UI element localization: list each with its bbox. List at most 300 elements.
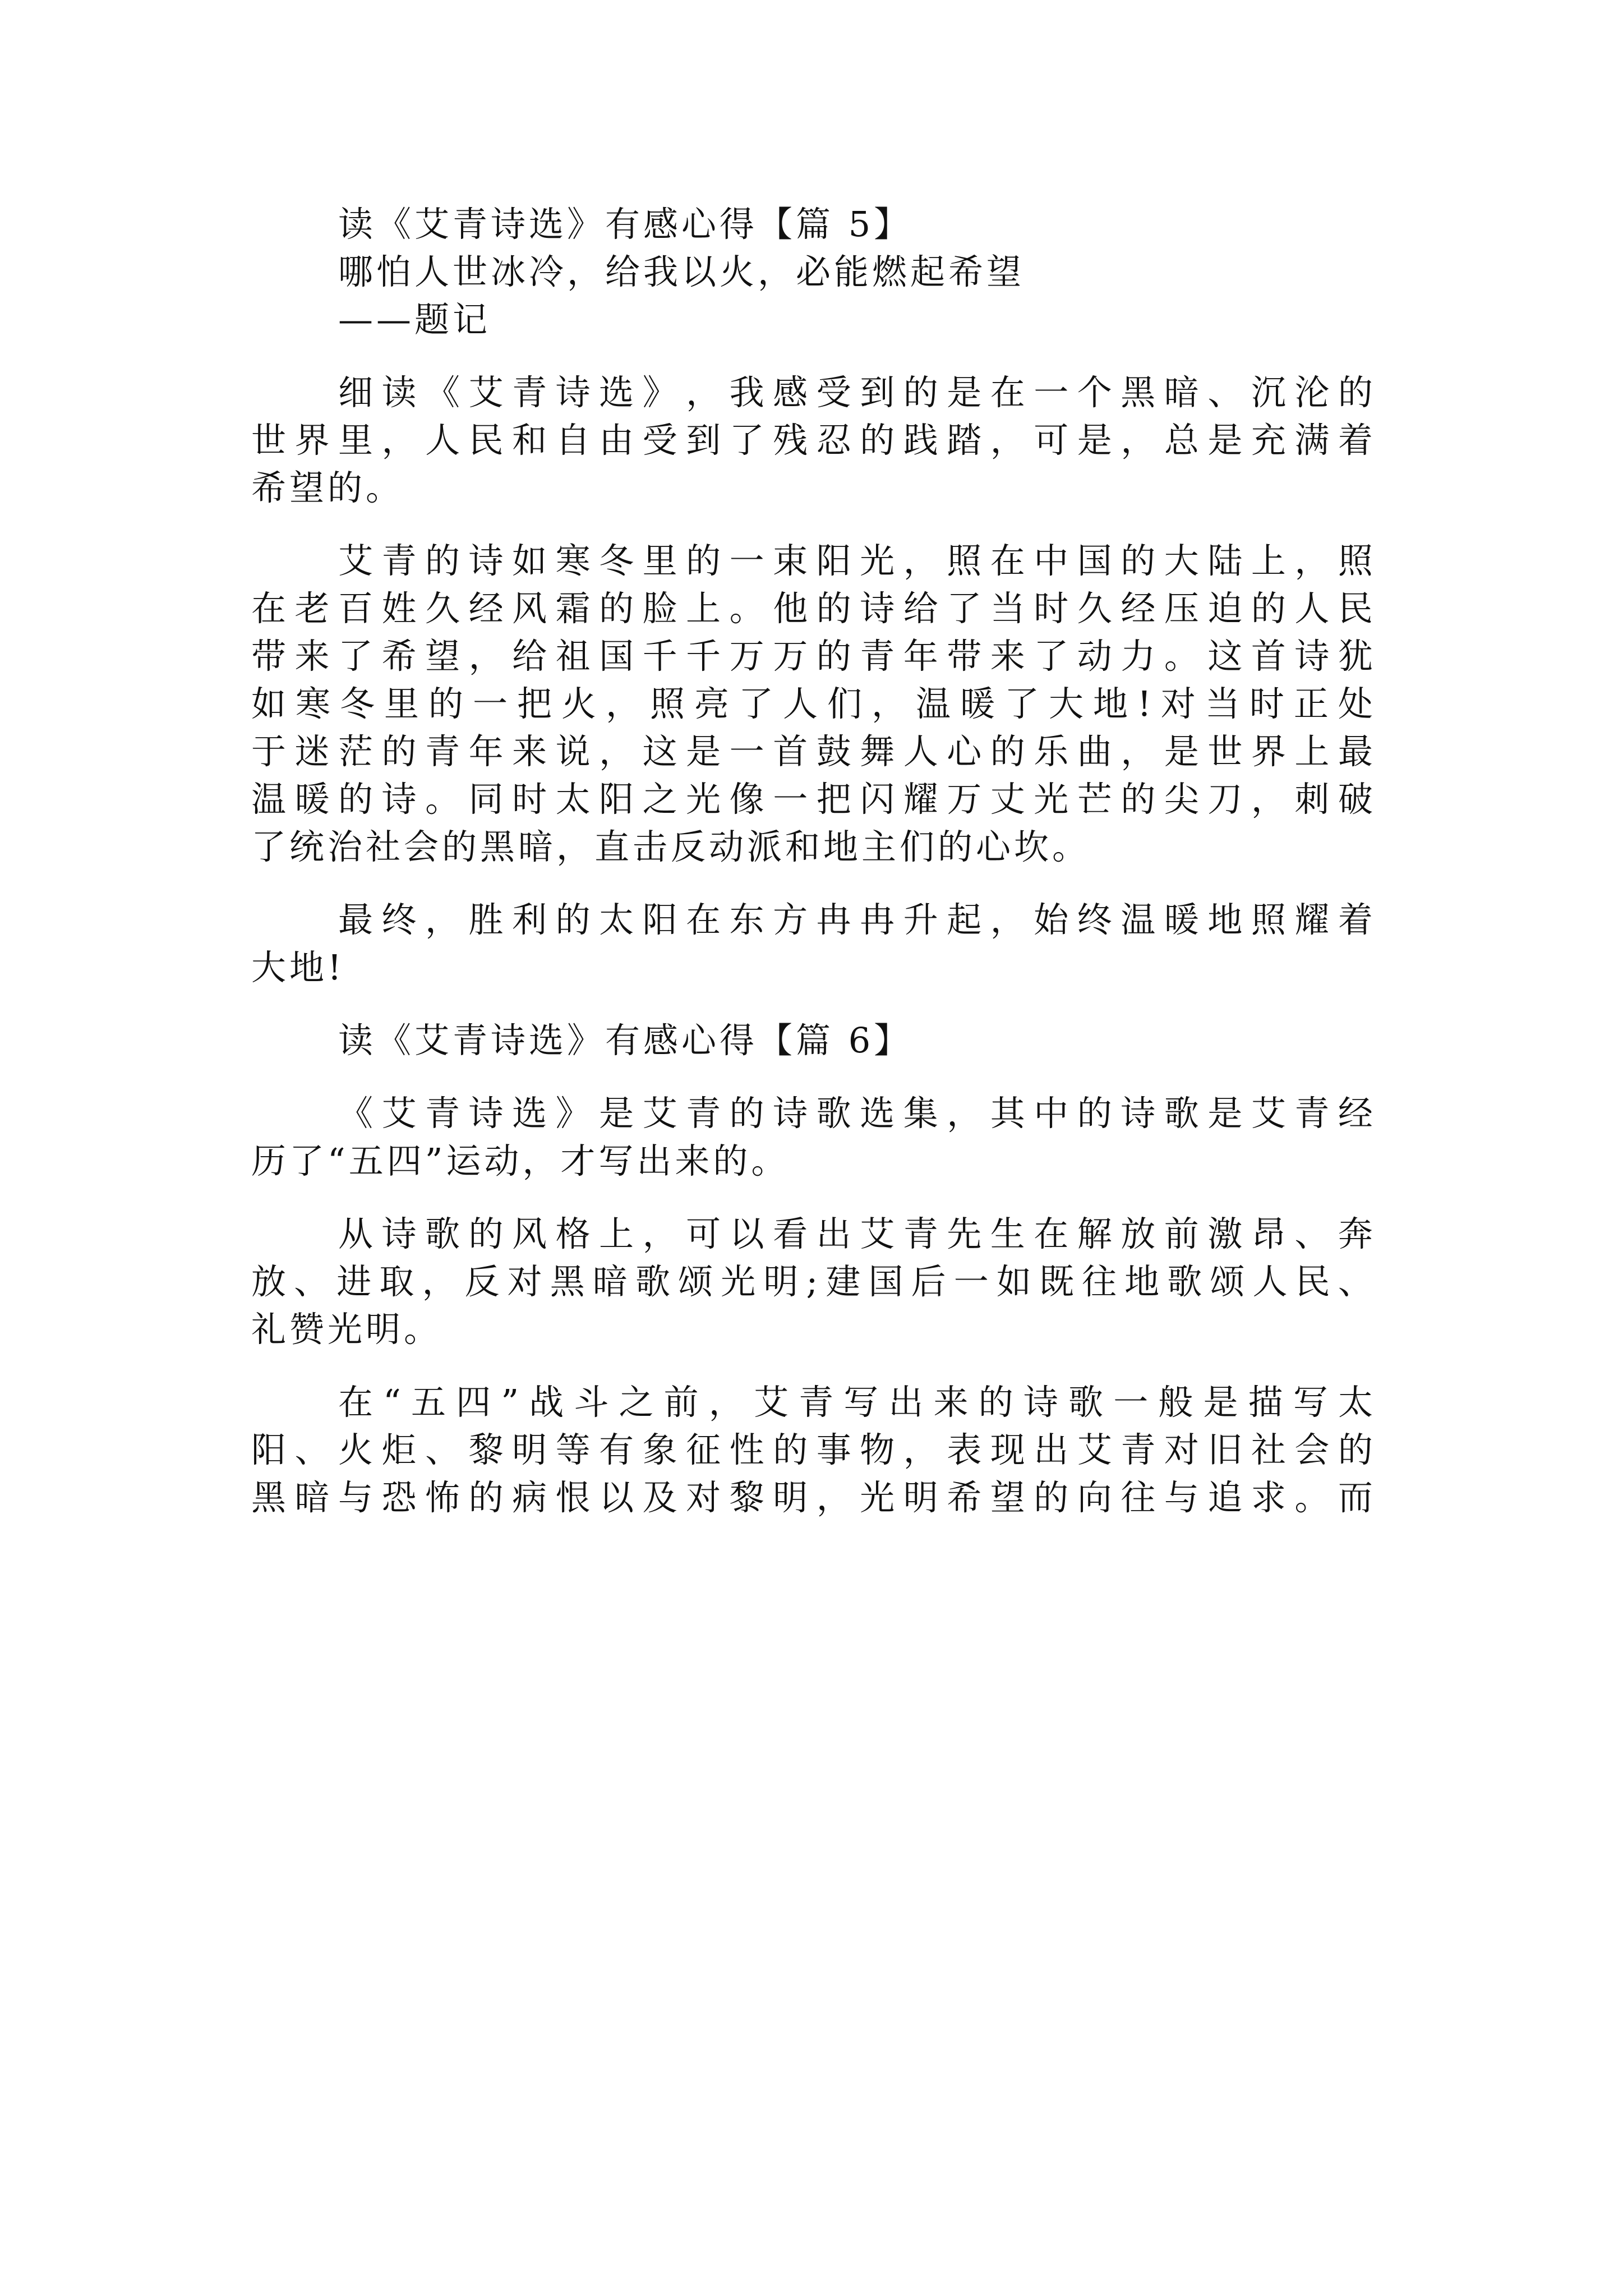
text-glyph: 了 xyxy=(338,636,374,677)
text-glyph: 世 xyxy=(1207,731,1243,772)
text-glyph: “ xyxy=(383,1382,401,1423)
text-glyph: 他 xyxy=(773,588,808,629)
text-glyph: 》 xyxy=(642,372,677,413)
text-glyph: 表 xyxy=(947,1429,982,1470)
text-glyph: 暗 xyxy=(1164,372,1199,413)
paragraph-line: 历了“五四”运动，才写出来的。 xyxy=(251,1140,790,1181)
text-glyph: 艾 xyxy=(381,1093,417,1134)
text-glyph: 带 xyxy=(947,636,982,677)
text-glyph: 动 xyxy=(1077,636,1112,677)
text-glyph: 一 xyxy=(729,540,764,581)
text-glyph: 青 xyxy=(1294,1093,1330,1134)
text-glyph: 黎 xyxy=(468,1429,504,1470)
text-glyph: 温 xyxy=(1121,899,1156,940)
text-glyph: ， xyxy=(1294,540,1330,581)
text-glyph: 的 xyxy=(599,588,634,629)
text-glyph: 颂 xyxy=(1210,1261,1245,1302)
text-glyph: 了 xyxy=(1034,636,1069,677)
text-glyph: 青 xyxy=(512,372,547,413)
paragraph-line: 了统治社会的黑暗，直击反动派和地主们的心坎。 xyxy=(251,826,1091,867)
text-glyph: 物 xyxy=(860,1429,895,1470)
text-glyph: 放 xyxy=(251,1261,287,1302)
text-glyph: 经 xyxy=(1121,588,1156,629)
text-glyph: 黑 xyxy=(550,1261,585,1302)
text-glyph: 光 xyxy=(721,1261,756,1302)
text-glyph: 时 xyxy=(1034,588,1069,629)
text-glyph: ， xyxy=(1121,731,1156,772)
text-glyph: 束 xyxy=(773,540,808,581)
text-glyph: 的 xyxy=(1251,588,1286,629)
text-glyph: 歌 xyxy=(1068,1382,1104,1423)
text-glyph: 有 xyxy=(599,1429,634,1470)
text-glyph: 茫 xyxy=(338,731,374,772)
text-glyph: 说 xyxy=(555,731,591,772)
text-glyph: 社 xyxy=(1251,1429,1286,1470)
text-glyph: 后 xyxy=(911,1261,946,1302)
text-glyph: 大 xyxy=(1164,540,1199,581)
text-glyph: 冬 xyxy=(599,540,634,581)
paragraph-line: 大地! xyxy=(251,947,345,988)
text-glyph: 残 xyxy=(773,420,808,461)
text-glyph: ， xyxy=(990,420,1025,461)
text-glyph: 暖 xyxy=(960,683,995,724)
text-glyph: 黎 xyxy=(729,1477,764,1518)
text-glyph: 象 xyxy=(642,1429,677,1470)
text-glyph: 读 xyxy=(381,372,417,413)
text-glyph: 于 xyxy=(251,731,287,772)
text-glyph: ; xyxy=(806,1261,818,1302)
text-glyph: 旧 xyxy=(1207,1429,1243,1470)
text-glyph: 出 xyxy=(816,1213,851,1254)
text-glyph: 带 xyxy=(251,636,287,677)
text-glyph: 到 xyxy=(686,420,721,461)
text-glyph: 黑 xyxy=(1121,372,1156,413)
text-glyph: 鼓 xyxy=(816,731,851,772)
text-glyph: ， xyxy=(599,731,634,772)
text-glyph: 地 xyxy=(1207,899,1243,940)
text-glyph: 的 xyxy=(1338,372,1373,413)
text-glyph: 太 xyxy=(1338,1382,1373,1423)
text-glyph: 当 xyxy=(1205,683,1240,724)
text-glyph: 民 xyxy=(1338,588,1373,629)
paragraph-line xyxy=(251,412,1373,468)
text-glyph: 迷 xyxy=(294,731,330,772)
text-glyph: 最 xyxy=(338,899,374,940)
text-glyph: 的 xyxy=(468,1213,504,1254)
text-glyph: 经 xyxy=(468,588,504,629)
text-glyph: 五 xyxy=(411,1382,446,1423)
text-glyph: 在 xyxy=(1034,1213,1069,1254)
text-glyph: 力 xyxy=(1121,636,1156,677)
text-glyph: 歌 xyxy=(635,1261,670,1302)
text-glyph: 格 xyxy=(555,1213,591,1254)
text-glyph: 。 xyxy=(1164,636,1199,677)
text-glyph: 始 xyxy=(1034,899,1069,940)
text-glyph: 是 xyxy=(1207,420,1243,461)
text-glyph: 一 xyxy=(773,779,808,820)
text-glyph: 如 xyxy=(996,1261,1031,1302)
text-glyph: 寒 xyxy=(296,683,331,724)
text-glyph: 千 xyxy=(686,636,721,677)
text-glyph: 恨 xyxy=(555,1477,591,1518)
text-glyph: 风 xyxy=(512,588,547,629)
text-glyph: 歌 xyxy=(425,1213,460,1254)
text-glyph: 歌 xyxy=(1164,1093,1199,1134)
text-glyph: 病 xyxy=(512,1477,547,1518)
text-glyph: 人 xyxy=(783,683,818,724)
text-glyph: 姓 xyxy=(381,588,417,629)
text-glyph: 光 xyxy=(686,779,721,820)
text-glyph: 在 xyxy=(990,372,1025,413)
text-glyph: 太 xyxy=(599,899,634,940)
text-glyph: 大 xyxy=(1049,683,1084,724)
text-glyph: 沦 xyxy=(1294,372,1330,413)
text-glyph: 的 xyxy=(816,636,851,677)
text-glyph: 选 xyxy=(860,1093,895,1134)
text-glyph: 诗 xyxy=(468,1093,504,1134)
text-glyph: 国 xyxy=(599,636,634,677)
text-glyph: ， xyxy=(903,1429,938,1470)
text-glyph: 的 xyxy=(1121,779,1156,820)
text-glyph: ， xyxy=(422,1261,457,1302)
text-glyph: 在 xyxy=(990,540,1025,581)
text-glyph: 了 xyxy=(739,683,774,724)
text-glyph: 前 xyxy=(1164,1213,1199,1254)
text-glyph: 写 xyxy=(1293,1382,1328,1423)
text-glyph: 般 xyxy=(1158,1382,1193,1423)
text-glyph: 等 xyxy=(555,1429,591,1470)
text-glyph: 、 xyxy=(294,1261,329,1302)
text-glyph: 闪 xyxy=(860,779,895,820)
text-glyph: 芒 xyxy=(1077,779,1112,820)
text-glyph: 界 xyxy=(294,420,330,461)
text-glyph: 照 xyxy=(947,540,982,581)
text-glyph: 冬 xyxy=(340,683,375,724)
text-glyph: 中 xyxy=(1034,1093,1069,1134)
text-glyph: ， xyxy=(947,1093,982,1134)
text-glyph: ， xyxy=(468,636,504,677)
text-glyph: 之 xyxy=(642,779,677,820)
text-glyph: 耀 xyxy=(903,779,938,820)
text-glyph: 颂 xyxy=(678,1261,713,1302)
text-glyph: 了 xyxy=(947,588,982,629)
text-glyph: 总 xyxy=(1164,420,1199,461)
text-glyph: 、 xyxy=(425,1429,460,1470)
text-glyph: 上 xyxy=(1294,731,1330,772)
text-glyph: 最 xyxy=(1338,731,1373,772)
text-glyph: 践 xyxy=(903,420,938,461)
text-glyph: 的 xyxy=(1034,1477,1069,1518)
text-glyph: 国 xyxy=(868,1261,903,1302)
text-glyph: ， xyxy=(903,540,938,581)
text-glyph: 火 xyxy=(561,683,597,724)
text-glyph: 与 xyxy=(1164,1477,1199,1518)
text-glyph: 的 xyxy=(468,1477,504,1518)
text-glyph: 暗 xyxy=(294,1477,330,1518)
text-glyph: 昂 xyxy=(1251,1213,1286,1254)
text-glyph: 诗 xyxy=(773,1093,808,1134)
text-glyph: ， xyxy=(1251,779,1286,820)
essay-6-title: 读《艾青诗选》有感心得【篇 6】 xyxy=(338,1020,912,1061)
text-glyph: 的 xyxy=(860,420,895,461)
text-glyph: 曲 xyxy=(1077,731,1112,772)
text-glyph: 人 xyxy=(903,731,938,772)
text-glyph: 希 xyxy=(381,636,417,677)
text-glyph: 寒 xyxy=(555,540,591,581)
text-glyph: 的 xyxy=(729,1093,764,1134)
text-glyph: 方 xyxy=(773,899,808,940)
text-glyph: 性 xyxy=(729,1429,764,1470)
text-glyph: 、 xyxy=(1207,372,1243,413)
essay-5-title: 读《艾青诗选》有感心得【篇 5】 xyxy=(338,204,912,245)
text-glyph: 是 xyxy=(1203,1382,1238,1423)
text-glyph: 来 xyxy=(294,636,330,677)
text-glyph: 是 xyxy=(1207,1093,1243,1134)
text-glyph: 终 xyxy=(381,899,417,940)
text-glyph: 是 xyxy=(1164,731,1199,772)
text-glyph: 上 xyxy=(1251,540,1286,581)
text-glyph: 暖 xyxy=(294,779,330,820)
text-glyph: 正 xyxy=(1293,683,1329,724)
text-glyph: 《 xyxy=(425,372,460,413)
text-glyph: 艾 xyxy=(642,1093,677,1134)
text-glyph: 诗 xyxy=(555,372,591,413)
text-glyph: 踏 xyxy=(947,420,982,461)
text-glyph: 青 xyxy=(860,636,895,677)
text-glyph: 先 xyxy=(947,1213,982,1254)
text-glyph: 光 xyxy=(1034,779,1069,820)
text-glyph: 了 xyxy=(729,420,764,461)
text-glyph: 黑 xyxy=(251,1477,287,1518)
text-glyph: 沉 xyxy=(1251,372,1286,413)
text-glyph: 往 xyxy=(1082,1261,1117,1302)
text-glyph: 一 xyxy=(1113,1382,1149,1423)
text-glyph: 尖 xyxy=(1164,779,1199,820)
text-glyph: 霜 xyxy=(555,588,591,629)
text-glyph: ， xyxy=(990,899,1025,940)
text-glyph: 这 xyxy=(1207,636,1243,677)
text-glyph: 胜 xyxy=(468,899,504,940)
text-glyph: 和 xyxy=(512,420,547,461)
text-glyph: 激 xyxy=(1207,1213,1243,1254)
text-glyph: 万 xyxy=(947,779,982,820)
text-glyph: 的 xyxy=(555,899,591,940)
text-glyph: 是 xyxy=(686,731,721,772)
text-glyph: 的 xyxy=(686,540,721,581)
text-glyph: 自 xyxy=(555,420,591,461)
text-glyph: 其 xyxy=(990,1093,1025,1134)
text-glyph: 来 xyxy=(933,1382,969,1423)
text-glyph: 前 xyxy=(663,1382,699,1423)
text-glyph: 向 xyxy=(1077,1477,1112,1518)
text-glyph: 阳 xyxy=(642,899,677,940)
text-glyph: 们 xyxy=(827,683,863,724)
text-glyph: 地 xyxy=(1093,683,1128,724)
text-glyph: 耀 xyxy=(1294,899,1330,940)
text-glyph: 着 xyxy=(1338,420,1373,461)
text-glyph: 百 xyxy=(338,588,374,629)
text-glyph: 温 xyxy=(251,779,287,820)
text-glyph: 诗 xyxy=(1121,1093,1156,1134)
text-glyph: 一 xyxy=(473,683,508,724)
text-glyph: 青 xyxy=(425,731,460,772)
text-glyph: 老 xyxy=(294,588,330,629)
text-glyph: 放 xyxy=(1121,1213,1156,1254)
text-glyph: 青 xyxy=(686,1093,721,1134)
text-glyph: 这 xyxy=(642,731,677,772)
text-glyph: 、 xyxy=(1338,1261,1373,1302)
text-glyph: 千 xyxy=(642,636,677,677)
text-glyph: 会 xyxy=(1294,1429,1330,1470)
text-glyph: 歌 xyxy=(816,1093,851,1134)
text-glyph: 战 xyxy=(529,1382,564,1423)
text-glyph: 光 xyxy=(860,540,895,581)
text-glyph: 着 xyxy=(1338,899,1373,940)
text-glyph: 的 xyxy=(816,588,851,629)
text-glyph: 可 xyxy=(1034,420,1069,461)
text-glyph: 是 xyxy=(1077,420,1112,461)
text-glyph: ， xyxy=(686,372,721,413)
text-glyph: ， xyxy=(425,899,460,940)
text-glyph: 的 xyxy=(338,779,374,820)
text-glyph: 》 xyxy=(555,1093,591,1134)
text-glyph: 对 xyxy=(686,1477,721,1518)
text-glyph: 丈 xyxy=(990,779,1025,820)
text-glyph: 的 xyxy=(1077,1093,1112,1134)
text-glyph: 从 xyxy=(338,1213,374,1254)
text-glyph: 的 xyxy=(773,1429,808,1470)
text-glyph: 艾 xyxy=(860,1213,895,1254)
text-glyph: 的 xyxy=(978,1382,1013,1423)
text-glyph: 明 xyxy=(903,1477,938,1518)
text-glyph: 首 xyxy=(1251,636,1286,677)
text-glyph: 望 xyxy=(990,1477,1025,1518)
text-glyph: 。 xyxy=(425,779,460,820)
text-glyph: 与 xyxy=(338,1477,374,1518)
text-glyph: 诗 xyxy=(860,588,895,629)
text-glyph: 破 xyxy=(1338,779,1373,820)
text-glyph: 对 xyxy=(507,1261,542,1302)
text-glyph: 忍 xyxy=(816,420,851,461)
text-glyph: 诗 xyxy=(381,1213,417,1254)
text-glyph: 的 xyxy=(990,731,1025,772)
text-glyph: 艾 xyxy=(1077,1429,1112,1470)
text-glyph: 来 xyxy=(990,636,1025,677)
text-glyph: 东 xyxy=(729,899,764,940)
text-glyph: 希 xyxy=(947,1477,982,1518)
text-glyph: 阳 xyxy=(251,1429,287,1470)
text-glyph: 同 xyxy=(468,779,504,820)
text-glyph: 压 xyxy=(1164,588,1199,629)
text-glyph: 万 xyxy=(773,636,808,677)
text-glyph: 年 xyxy=(903,636,938,677)
text-glyph: 一 xyxy=(1034,372,1069,413)
text-glyph: 刺 xyxy=(1294,779,1330,820)
text-glyph: 集 xyxy=(903,1093,938,1134)
text-glyph: 艾 xyxy=(338,540,374,581)
text-glyph: 冉 xyxy=(860,899,895,940)
text-glyph: 的 xyxy=(428,683,464,724)
text-glyph: 艾 xyxy=(1251,1093,1286,1134)
text-glyph: 了 xyxy=(1004,683,1040,724)
text-glyph: 来 xyxy=(512,731,547,772)
text-glyph: 的 xyxy=(903,372,938,413)
text-glyph: 解 xyxy=(1077,1213,1112,1254)
text-glyph: 艾 xyxy=(468,372,504,413)
text-glyph: 既 xyxy=(1039,1261,1074,1302)
text-glyph: 地 xyxy=(1124,1261,1160,1302)
text-glyph: 刀 xyxy=(1207,779,1243,820)
text-glyph: 处 xyxy=(1338,683,1373,724)
text-glyph: 是 xyxy=(599,1093,634,1134)
text-glyph: 里 xyxy=(338,420,374,461)
text-glyph: 可 xyxy=(686,1213,721,1254)
text-glyph: 照 xyxy=(1338,540,1373,581)
text-glyph: 一 xyxy=(953,1261,989,1302)
text-glyph: 脸 xyxy=(642,588,677,629)
text-glyph: 艾 xyxy=(753,1382,789,1423)
text-glyph: 乐 xyxy=(1034,731,1069,772)
text-glyph: 、 xyxy=(1294,1213,1330,1254)
text-glyph: 年 xyxy=(468,731,504,772)
text-glyph: 迫 xyxy=(1207,588,1243,629)
text-glyph: 选 xyxy=(599,372,634,413)
text-glyph: 出 xyxy=(1034,1429,1069,1470)
text-glyph: 受 xyxy=(816,372,851,413)
text-glyph: ! xyxy=(1137,683,1151,724)
text-glyph: 生 xyxy=(990,1213,1025,1254)
text-glyph: 阳 xyxy=(599,779,634,820)
paragraph-line: 希望的。 xyxy=(251,467,404,508)
text-glyph: 上 xyxy=(686,588,721,629)
text-glyph: 人 xyxy=(425,420,460,461)
text-glyph: 明 xyxy=(773,1477,808,1518)
text-glyph: ， xyxy=(606,683,641,724)
epigraph-attribution: ——题记 xyxy=(338,299,491,340)
text-glyph: 追 xyxy=(1207,1477,1243,1518)
text-glyph: 对 xyxy=(1160,683,1196,724)
text-glyph: 由 xyxy=(599,420,634,461)
text-glyph: 细 xyxy=(338,372,374,413)
text-glyph: 暖 xyxy=(1164,899,1199,940)
text-glyph: 万 xyxy=(729,636,764,677)
text-glyph: 终 xyxy=(1077,899,1112,940)
text-glyph: 照 xyxy=(650,683,685,724)
text-glyph: 国 xyxy=(1077,540,1112,581)
text-glyph: 。 xyxy=(1294,1477,1330,1518)
text-glyph: 青 xyxy=(1121,1429,1156,1470)
text-glyph: 满 xyxy=(1294,420,1330,461)
paragraph-line xyxy=(251,1470,1373,1526)
text-glyph: 照 xyxy=(1251,899,1286,940)
text-glyph: 久 xyxy=(425,588,460,629)
text-glyph: 往 xyxy=(1121,1477,1156,1518)
text-glyph: 冉 xyxy=(816,899,851,940)
text-glyph: 阳 xyxy=(816,540,851,581)
text-glyph: 现 xyxy=(990,1429,1025,1470)
paragraph-line xyxy=(338,892,1373,948)
text-glyph: 受 xyxy=(642,420,677,461)
text-glyph: 的 xyxy=(381,731,417,772)
text-glyph: 风 xyxy=(512,1213,547,1254)
text-glyph: 犹 xyxy=(1338,636,1373,677)
text-glyph: 时 xyxy=(1249,683,1284,724)
text-glyph: 如 xyxy=(251,683,287,724)
text-glyph: ， xyxy=(381,420,417,461)
text-glyph: 四 xyxy=(456,1382,491,1423)
text-glyph: 上 xyxy=(599,1213,634,1254)
text-glyph: 世 xyxy=(251,420,287,461)
